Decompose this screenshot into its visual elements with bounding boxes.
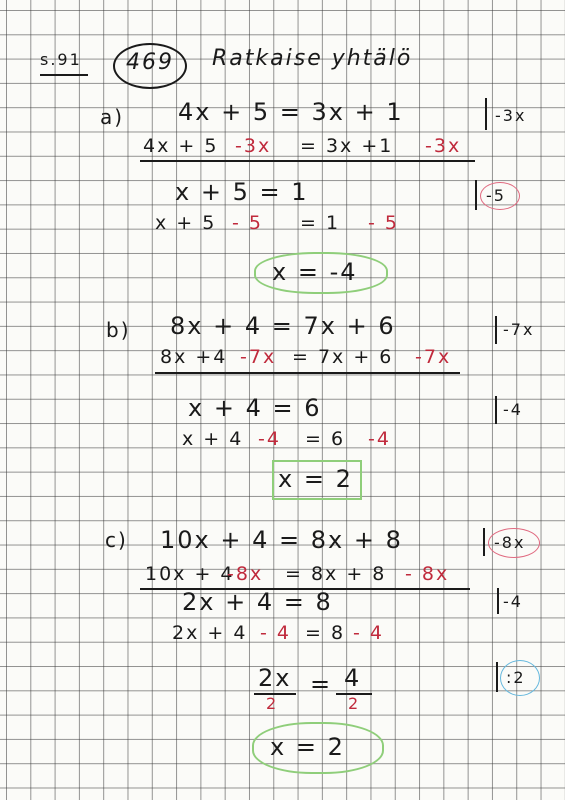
instruction-text: Ratkaise yhtälö [212,46,413,71]
problem-c-operation-3: :2 [506,668,526,687]
problem-a-step-underline [140,160,475,162]
problem-c-step-left: 10x + 4 [145,563,235,585]
problem-b-step2-left-red: -4 [258,428,281,450]
problem-b-step-underline [155,372,460,374]
operation-bar [496,662,498,692]
problem-b-step-right-red: -7x [415,346,452,368]
problem-b-step-mid: = 7x + 6 [292,346,394,368]
operation-bar [475,180,477,210]
operation-bar [485,98,487,130]
page-reference: s.91 [40,50,82,69]
problem-c-step-left-red: -8x [227,563,264,585]
problem-c-operation-2: -4 [503,592,523,611]
problem-a-operation-1: -3x [495,106,527,125]
problem-b-step-left-red: -7x [240,346,277,368]
problem-a-step2-left: x + 5 [155,212,217,234]
problem-c-answer: x = 2 [270,733,345,761]
problem-c-step2-right-red: - 4 [353,622,384,644]
problem-c-equation: 10x + 4 = 8x + 8 [160,526,403,554]
problem-a-step-mid: = 3x +1 [300,135,394,157]
problem-c-fraction-denominator-right: 2 [348,694,361,713]
operation-bar [497,588,499,614]
problem-b-equation: 8x + 4 = 7x + 6 [170,312,396,340]
problem-a-step2-mid: = 1 [300,212,341,234]
problem-c-fraction-denominator-left: 2 [266,694,279,713]
problem-a-step2-left-red: - 5 [232,212,263,234]
problem-a-equation: 4x + 5 = 3x + 1 [178,98,404,126]
problem-c-step-right-red: - 8x [405,563,450,585]
problem-c-step2-left: 2x + 4 [172,622,248,644]
problem-b-label: b) [106,318,131,342]
problem-c-label: c) [105,528,128,552]
problem-a-operation-2: -5 [486,186,506,205]
problem-c-fraction-numerator-right: 4 [344,664,362,692]
page-reference-underline [40,74,88,76]
problem-c-operation-1: -8x [494,533,526,552]
problem-b-answer: x = 2 [278,465,353,493]
problem-a-simplified: x + 5 = 1 [175,178,309,206]
problem-c-fraction-equals: = [310,670,333,698]
exercise-number: 469 [126,50,174,75]
problem-a-step-right-red: -3x [425,135,462,157]
problem-a-step-left: 4x + 5 [143,135,219,157]
problem-b-simplified: x + 4 = 6 [188,394,322,422]
problem-a-label: a) [100,105,125,129]
problem-c-step2-mid: = 8 [305,622,346,644]
problem-b-step2-left: x + 4 [182,428,244,450]
problem-a-answer: x = -4 [272,258,358,286]
operation-bar [495,396,497,424]
operation-bar [495,316,497,344]
problem-c-fraction-numerator-left: 2x [258,664,292,692]
problem-a-step2-right-red: - 5 [368,212,399,234]
problem-c-step2-left-red: - 4 [260,622,291,644]
problem-c-step-mid: = 8x + 8 [285,563,387,585]
problem-b-step2-right-red: -4 [368,428,391,450]
problem-c-simplified: 2x + 4 = 8 [182,588,333,616]
problem-a-step-left-red: -3x [235,135,272,157]
problem-b-operation-1: -7x [503,320,535,339]
operation-bar [483,528,485,556]
problem-b-step2-mid: = 6 [305,428,346,450]
problem-b-step-left: 8x +4 [160,346,228,368]
problem-b-operation-2: -4 [503,400,523,419]
